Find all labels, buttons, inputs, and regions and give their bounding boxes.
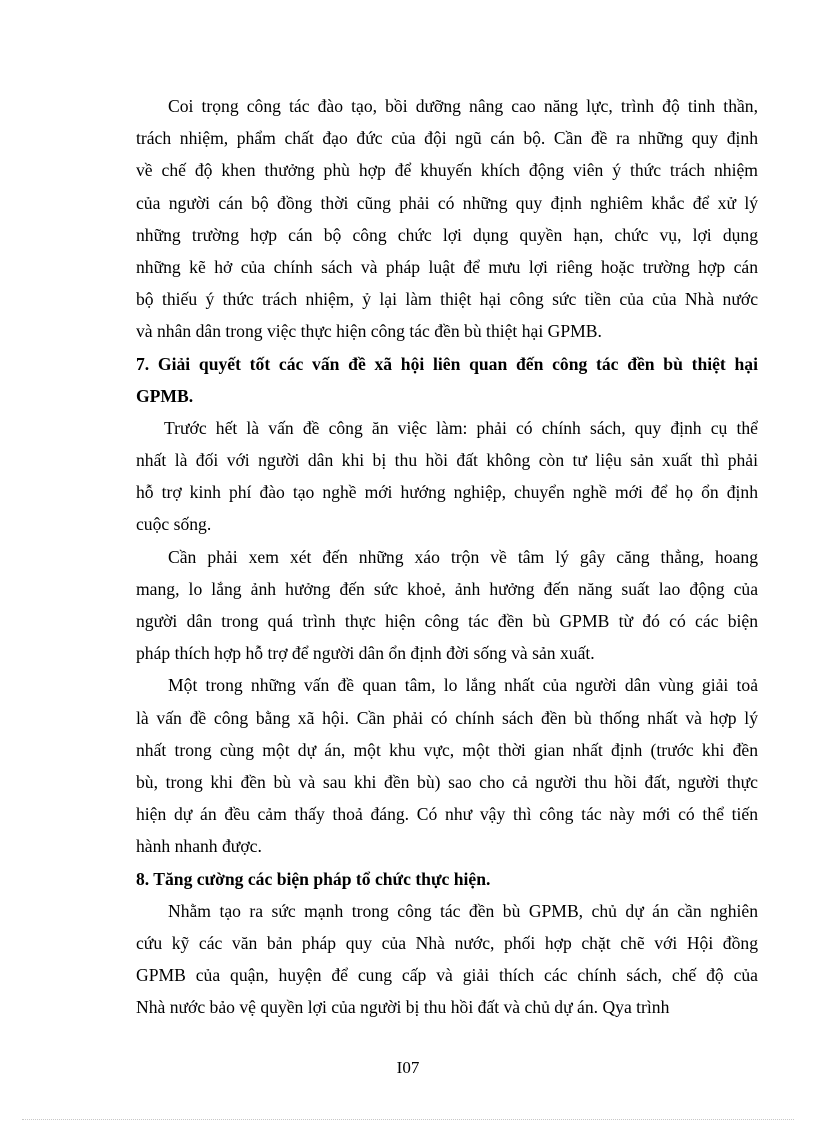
paragraph-line: nhất là đối với người dân khi bị thu hồi đất không còn tư liệu sản xuất thì phải <box>136 450 758 471</box>
section-heading-line: 7. Giải quyết tốt các vấn đề xã hội liên quan đến công tác đền bù thiệt hại <box>136 353 758 374</box>
paragraph-line: nhất trong cùng một dự án, một khu vực, một thời gian nhất định (trước khi đền <box>136 739 758 760</box>
paragraph-line: hành nhanh được. <box>136 836 262 857</box>
paragraph-line: pháp thích hợp hỗ trợ để người dân ổn định đời sống và sản xuất. <box>136 643 595 664</box>
paragraph-line: cứu kỹ các văn bản pháp quy của Nhà nước, phối hợp chặt chẽ với Hội đồng <box>136 932 758 953</box>
paragraph-line: Cần phải xem xét đến những xáo trộn về tâm lý gây căng thẳng, hoang <box>168 546 758 567</box>
paragraph-line: Nhằm tạo ra sức mạnh trong công tác đền bù GPMB, chủ dự án cần nghiên <box>168 900 758 921</box>
section-heading-line: GPMB. <box>136 385 194 406</box>
paragraph-line: hỗ trợ kinh phí đào tạo nghề mới hướng nghiệp, chuyển nghề mới để họ ổn định <box>136 482 758 503</box>
paragraph-line: bù, trong khi đền bù và sau khi đền bù) sao cho cả người thu hồi đất, người thực <box>136 771 758 792</box>
paragraph-line: cuộc sống. <box>136 514 212 535</box>
paragraph-line: mang, lo lắng ảnh hưởng đến sức khoẻ, ảnh hưởng đến năng suất lao động của <box>136 578 758 599</box>
paragraph-line: Trước hết là vấn đề công ăn việc làm: phải có chính sách, quy định cụ thể <box>164 417 758 438</box>
page-bottom-divider <box>22 1119 794 1120</box>
paragraph-line: hiện dự án đều cảm thấy thoả đáng. Có như vậy thì công tác này mới có thể tiến <box>136 804 758 825</box>
paragraph-line: Coi trọng công tác đào tạo, bồi dưỡng nâng cao năng lực, trình độ tinh thần, <box>168 96 758 116</box>
paragraph-line: và nhân dân trong việc thực hiện công tác đền bù thiệt hại GPMB. <box>136 321 602 342</box>
body-text <box>136 90 758 1023</box>
paragraph-line: những trường hợp cán bộ công chức lợi dụng quyền hạn, chức vụ, lợi dụng <box>136 224 758 245</box>
paragraph-line: của người cán bộ đồng thời cũng phải có những quy định nghiêm khắc để xử lý <box>136 192 758 213</box>
paragraph-line: về chế độ khen thưởng phù hợp để khuyến khích động viên ý thức trách nhiệm <box>136 160 758 181</box>
paragraph-line: bộ thiếu ý thức trách nhiệm, ỷ lại làm thiệt hại công sức tiền của của Nhà nước <box>136 289 758 310</box>
paragraph-line: trách nhiệm, phẩm chất đạo đức của đội ngũ cán bộ. Cần đề ra những quy định <box>136 128 758 149</box>
page-number: I07 <box>396 1058 420 1077</box>
paragraph-line: Nhà nước bảo vệ quyền lợi của người bị thu hồi đất và chủ dự án. Qya trình <box>136 997 670 1018</box>
paragraph-line: GPMB của quận, huyện để cung cấp và giải thích các chính sách, chế độ của <box>136 965 758 986</box>
paragraph-line: người dân trong quá trình thực hiện công tác đền bù GPMB từ đó có các biện <box>136 611 758 631</box>
paragraph-line: Một trong những vấn đề quan tâm, lo lắng nhất của người dân vùng giải toả <box>168 675 758 696</box>
paragraph-line: những kẽ hở của chính sách và pháp luật để mưu lợi riêng hoặc trường hợp cán <box>136 256 758 277</box>
paragraph-line: là vấn đề công bằng xã hội. Cần phải có chính sách đền bù thống nhất và hợp lý <box>136 707 758 728</box>
section-heading-line: 8. Tăng cường các biện pháp tổ chức thực hiện. <box>136 868 491 889</box>
